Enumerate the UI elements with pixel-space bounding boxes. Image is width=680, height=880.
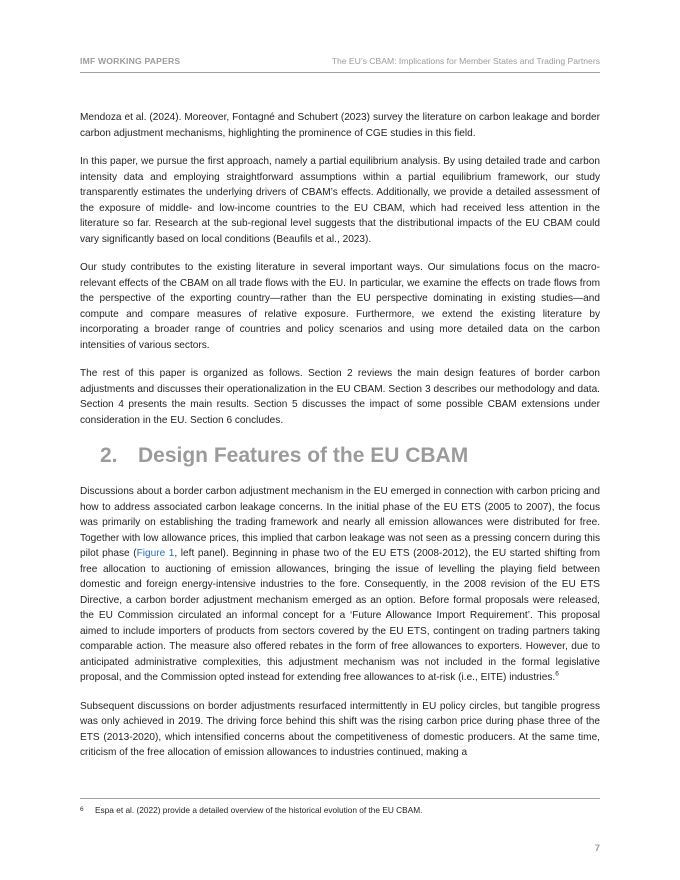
footnote: [80, 804, 600, 816]
section-title: Design Features of the EU CBAM: [138, 444, 469, 467]
paragraph-text: , left panel). Beginning in phase two of the EU ETS (2008-2012), the EU started shifting from free allocation to auctioning of emission allowances, bringing the issue of levelling the playing field between domestic and foreign energy-intensive industries to the fore. Consequently, in the 2008 revision of the EU ETS Directive, a carbon border adjustment mechanism emerged as an option. Before formal proposals were released, the EU Commission circulated an informal concept for a ‘Future Allowance Import Requirement’. This proposal aimed to include importers of products from sectors covered by the EU ETS, contingent on trading partners taking comparable action. The measure also offered rebates in the form of free allowances to exporters. However, due to anticipated administrative complexities, this adjustment mechanism was not included in the formal legislative proposal, and the Commission opted instead for extending free allowances to at-risk (i.e., EITE) industries.: [80, 548, 600, 683]
figure-1-link[interactable]: Figure 1: [136, 548, 175, 559]
footnote-text: Espa et al. (2022) provide a detailed overview of the historical evolution of the EU CBAM.: [95, 805, 423, 815]
journal-series-label: IMF WORKING PAPERS: [80, 56, 181, 66]
body-paragraph: Our study contributes to the existing literature in several important ways. Our simulations focus on the macro-relevant effects of the CBAM on all trade flows with the EU. In particular, we examine the effects on trade flows from the perspective of the exporting country—rather than the EU perspective dominating in existing studies—and compute and compare measures of relative exposure. Furthermore, we extend the existing literature by incorporating a broader range of countries and policy scenarios and using more detailed data on the carbon intensities of various sectors.: [80, 262, 600, 351]
footnote-divider: [80, 798, 600, 799]
section-number: 2.: [100, 444, 118, 467]
paragraph-text: Discussions about a border carbon adjustment mechanism in the EU emerged in connection with carbon pricing and how to address associated carbon leakage concerns. In the initial phase of the EU ETS (2005 to 2007), the focus was primarily on establishing the trading framework and nearly all emission allowances were distributed for free. Together with low allowance prices, this implied that carbon leakage was not seen as a pressing concern during this pilot phase (: [80, 486, 600, 559]
section-heading: [100, 441, 600, 471]
body-paragraph: Mendoza et al. (2024). Moreover, Fontagné and Schubert (2023) survey the literature on carbon leakage and border carbon adjustment mechanisms, highlighting the prominence of CGE studies in this field.: [80, 112, 600, 139]
body-paragraph: Subsequent discussions on border adjustments resurfaced intermittently in EU policy circles, but tangible progress was only achieved in 2019. The driving force behind this shift was the rising carbon price during phase three of the ETS (2013-2020), which intensified concerns about the competitiveness of domestic producers. At the same time, criticism of the free allocation of emission allowances to industries continued, making a: [80, 700, 600, 758]
footnote-reference[interactable]: 6: [555, 670, 559, 678]
paper-running-title: The EU’s CBAM: Implications for Member States and Trading Partners: [331, 56, 600, 66]
running-header: [80, 54, 600, 73]
page-number: 7: [594, 843, 600, 854]
footnote-mark: 6: [80, 806, 84, 813]
main-body: [80, 110, 600, 774]
body-paragraph: In this paper, we pursue the first approach, namely a partial equilibrium analysis. By using detailed trade and carbon intensity data and employing straightforward assumptions within a partial equilibrium framework, our study transparently estimates the underlying drivers of CBAM’s effects. Additionally, we provide a detailed assessment of the exposure of middle- and low-income countries to the EU CBAM, which had received less attention in the literature so far. Research at the sub-regional level suggests that the distributional impacts of the EU CBAM could vary significantly based on local conditions (Beaufils et al., 2023).: [80, 156, 600, 245]
body-paragraph: The rest of this paper is organized as follows. Section 2 reviews the main design features of border carbon adjustments and discusses their operationalization in the EU CBAM. Section 3 describes our methodology and data. Section 4 presents the main results. Section 5 discusses the impact of some possible CBAM extensions under consideration in the EU. Section 6 concludes.: [80, 368, 600, 426]
body-paragraph: [80, 484, 600, 686]
